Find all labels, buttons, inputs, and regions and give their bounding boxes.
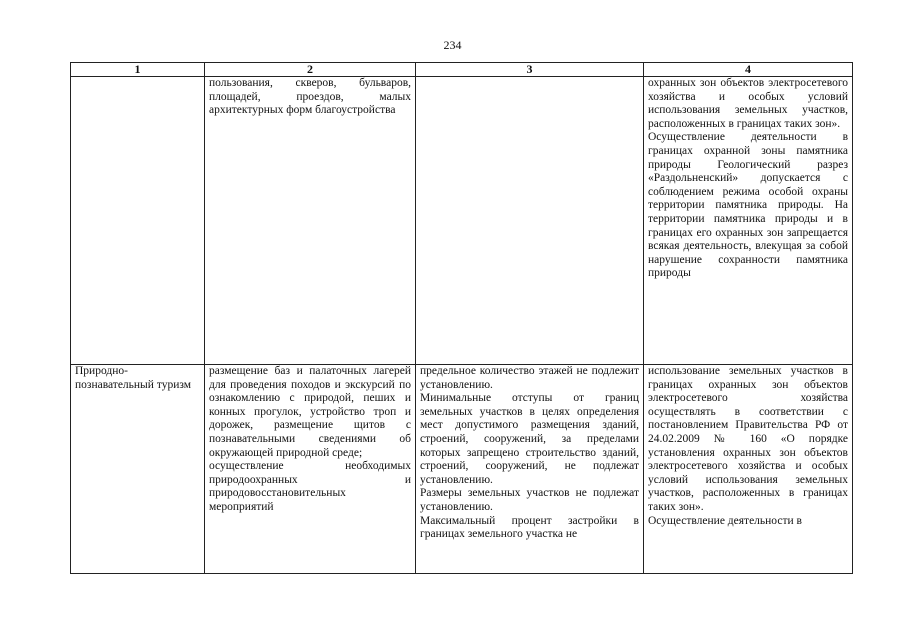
cell-text: пользования, скверов, бульваров, площадей, проездов, малых архитектурных форм благоустройства <box>209 77 411 117</box>
zone-use-name: Природно-познавательный туризм <box>75 365 191 391</box>
page-number: 234 <box>443 38 462 52</box>
column-header-3: 3 <box>416 63 644 77</box>
table-cell <box>205 77 416 365</box>
cell-paragraph: размещение баз и палаточных лагерей для проведения походов и экскурсий по ознакомлению с природой, пеших и конных прогулок, устройство троп и дорожек, размещение щитов с познавательными сведениями об окружающей природной среде; <box>209 365 411 459</box>
cell-paragraph: охранных зон объектов электросетевого хозяйства и особых условий использования земельных участков, расположенных в границах таких зон». <box>648 77 848 130</box>
cell-paragraph: Размеры земельных участков не подлежат установлению. <box>420 487 639 513</box>
cell-paragraph: осуществление необходимых природоохранных и природовосстановительных мероприятий <box>209 460 411 513</box>
column-header-2: 2 <box>205 63 416 77</box>
cell-paragraph: использование земельных участков в границах охранных зон объектов электросетевого хозяйства осуществлять в соответствии с постановлением Правительства РФ от 24.02.2009 № 160 «О порядке установления охранных зон объектов электросетевого хозяйства и особых условий использования земельных участков, расположенных в границах таких зон». <box>648 365 848 513</box>
column-header-1: 1 <box>71 63 205 77</box>
table-cell <box>71 77 205 365</box>
zoning-table <box>70 62 853 574</box>
table-cell <box>644 77 853 365</box>
table-header-row <box>71 63 853 77</box>
cell-paragraph: предельное количество этажей не подлежит установлению. <box>420 365 639 391</box>
column-header-4: 4 <box>644 63 853 77</box>
cell-paragraph: Осуществление деятельности в границах охранной зоны памятника природы Геологический разрез «Раздольненский» допускается с соблюдением режима особой охраны территории памятника природы. На территории памятника природы и в границах его охранных зон запрещается всякая деятельность, влекущая за собой нарушение сохранности памятника природы <box>648 131 848 280</box>
table-row <box>71 77 853 365</box>
table-cell <box>644 365 853 574</box>
table-cell <box>416 365 644 574</box>
cell-paragraph: Осуществление деятельности в <box>648 514 802 527</box>
table-cell <box>416 77 644 365</box>
cell-paragraph: Минимальные отступы от границ земельных участков в целях определения мест допустимого размещения зданий, строений, сооружений, за пределами которых запрещено строительство зданий, строений, сооружений, не подлежат установлению. <box>420 392 639 486</box>
table-row <box>71 365 853 574</box>
table-cell <box>205 365 416 574</box>
table-cell <box>71 365 205 574</box>
cell-paragraph: Максимальный процент застройки в границах земельного участка не <box>420 514 639 541</box>
